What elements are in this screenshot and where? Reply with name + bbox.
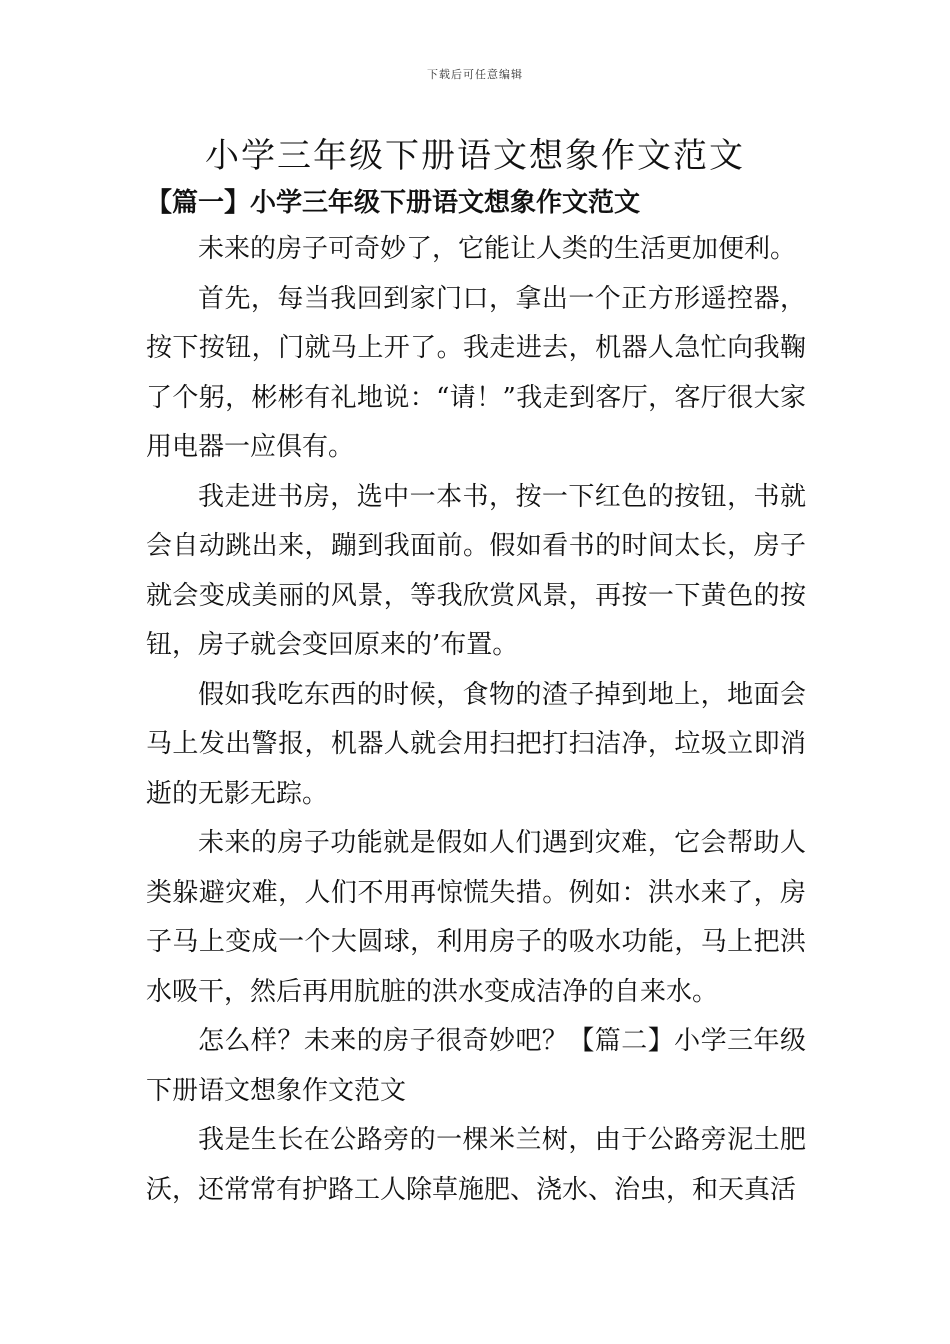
paragraph: 我是生长在公路旁的一棵米兰树，由于公路旁泥土肥沃，还常常有护路工人除草施肥、浇水、治虫，和天真活 (146, 1125, 806, 1205)
header-note: 下载后可任意编辑 (427, 68, 523, 81)
paragraph: 假如我吃东西的时候，食物的渣子掉到地上，地面会马上发出警报，机器人就会用扫把打扫洁净，垃圾立即消逝的无影无踪。 (146, 679, 806, 809)
body-text (146, 225, 806, 1215)
paragraph: 未来的房子可奇妙了，它能让人类的生活更加便利。 (198, 234, 797, 264)
paragraph: 首先，每当我回到家门口，拿出一个正方形遥控器，按下按钮，门就马上开了。我走进去，机器人急忙向我鞠了个躬，彬彬有礼地说：“请！”我走到客厅，客厅很大家用电器一应俱有。 (146, 283, 806, 462)
section-heading: 【篇一】小学三年级下册语文想象作文范文 (146, 188, 641, 218)
paragraph: 我走进书房，选中一本书，按一下红色的按钮，书就会自动跳出来，蹦到我面前。假如看书的时间太长，房子就会变成美丽的风景，等我欣赏风景，再按一下黄色的按钮，房子就会变回原来的’布置。 (146, 481, 806, 660)
paragraph: 怎么样？未来的房子很奇妙吧？【篇二】小学三年级下册语文想象作文范文 (146, 1026, 806, 1106)
document-title: 小学三年级下册语文想象作文范文 (205, 136, 745, 176)
paragraph: 未来的房子功能就是假如人们遇到灾难，它会帮助人类躲避灾难，人们不用再惊慌失措。例如：洪水来了，房子马上变成一个大圆球，利用房子的吸水功能，马上把洪水吸干，然后再用肮脏的洪水变成洁净的自来水。 (146, 828, 806, 1007)
